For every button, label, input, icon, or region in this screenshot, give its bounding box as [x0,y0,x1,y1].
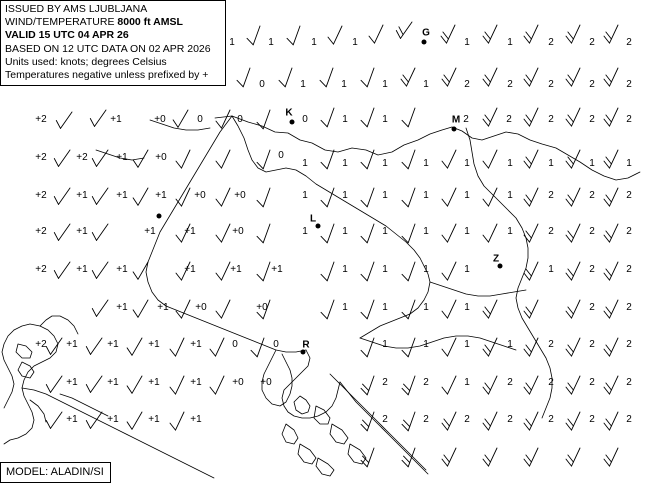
wind-barb-icon [56,112,72,128]
temperature-label: 1 [300,79,306,90]
temperature-label: 1 [423,158,429,169]
temperature-label: 1 [423,226,429,237]
city-label: Z [492,253,500,265]
temperature-label: +1 [148,339,160,350]
temperature-label: 1 [302,190,308,201]
temperature-label: +2 [35,114,47,125]
temperature-label: 2 [548,339,554,350]
temperature-label: 1 [423,302,429,313]
temperature-label: 1 [423,190,429,201]
temperature-label: 1 [548,264,554,275]
wind-barb-icon [524,25,538,43]
wind-barb-icon [287,26,300,45]
wind-barb-icon [442,376,456,394]
temperature-label: +1 [66,339,78,350]
temperature-label: +1 [66,414,78,425]
temperature-label: +1 [155,190,167,201]
wind-barb-icon [524,68,538,86]
wind-barb-icon [524,150,538,168]
header-temp-note: Temperatures negative unless prefixed by + [5,69,209,82]
wind-barb-icon [170,412,184,430]
temperature-label: 1 [342,226,348,237]
wind-barb-icon [361,262,374,281]
wind-barb-icon [483,300,497,318]
wind-barb-icon [524,108,538,126]
wind-barb-icon [483,412,497,430]
temperature-label: +1 [184,226,196,237]
chart-header [0,0,226,86]
temperature-label: 0 [278,150,284,161]
wind-barb-icon [361,376,374,395]
wind-barb-icon [566,108,580,126]
wind-barb-icon [442,224,456,242]
wind-barb-icon [566,448,580,466]
temperature-label: 1 [311,37,317,48]
wind-barb-icon [237,68,250,87]
wind-barb-icon [483,338,497,356]
wind-barb-icon [92,300,108,316]
temperature-label: +2 [35,226,47,237]
temperature-label: 2 [589,377,595,388]
wind-barb-icon [604,224,618,242]
wind-barb-icon [604,188,618,206]
wind-barb-icon [483,224,497,242]
wind-barb-icon [133,262,148,279]
wind-barb-icon [170,338,184,356]
header-basedon: BASED ON 12 UTC DATA ON 02 APR 2026 [5,42,211,55]
wind-barb-icon [54,150,70,166]
wind-barb-icon [216,110,230,128]
temperature-label: +2 [35,264,47,275]
temperature-label: 2 [589,226,595,237]
temperature-label: +1 [107,377,119,388]
temperature-label: +1 [66,377,78,388]
temperature-label: 2 [589,190,595,201]
temperature-label: 2 [548,226,554,237]
temperature-label: 1 [382,114,388,125]
temperature-label: 2 [626,264,632,275]
temperature-label: +1 [190,414,202,425]
temperature-label: 2 [589,79,595,90]
temperature-label: 2 [626,377,632,388]
wind-barb-icon [247,26,260,45]
wind-barb-icon [321,108,334,127]
wind-barb-icon [604,300,618,318]
temperature-label: +1 [76,264,88,275]
temperature-label: 2 [626,114,632,125]
temperature-label: 1 [507,339,513,350]
temperature-label: 2 [626,190,632,201]
temperature-label: 1 [464,339,470,350]
temperature-label: 1 [423,79,429,90]
wind-barb-icon [402,108,415,127]
temperature-label: +0 [194,190,206,201]
wind-barb-icon [566,224,580,242]
wind-barb-icon [402,150,415,169]
wind-barb-icon [604,150,618,168]
wind-barb-icon [402,412,415,431]
temperature-label: 1 [589,158,595,169]
city-dot-icon [290,120,295,125]
wind-barb-icon [133,300,148,317]
wind-barb-icon [401,68,415,86]
wind-barb-icon [90,110,106,126]
wind-barb-icon [92,262,108,278]
wind-barb-icon [566,150,580,168]
temperature-label: +0 [260,377,272,388]
temperature-label: 2 [589,414,595,425]
station-dot-icon [157,214,162,219]
wind-barb-icon [257,262,270,281]
temperature-label: 1 [507,158,513,169]
wind-barb-icon [328,26,342,44]
wind-barb-icon [483,150,497,168]
wind-barb-icon [524,376,538,394]
wind-barb-icon [46,376,62,392]
temperature-label: 2 [626,339,632,350]
temperature-label: 1 [507,190,513,201]
wind-barb-icon [127,376,142,393]
temperature-label: +1 [184,264,196,275]
wind-barb-icon [604,376,618,394]
wind-barb-icon [442,262,456,280]
temperature-label: 1 [382,226,388,237]
temperature-label: +1 [271,264,283,275]
wind-barb-icon [216,150,230,168]
header-level-prefix: WIND/TEMPERATURE [5,16,118,29]
wind-barb-icon [604,412,618,430]
temperature-label: 2 [548,114,554,125]
wind-barb-icon [402,188,415,207]
wind-barb-icon [524,412,538,430]
temperature-label: +1 [190,339,202,350]
wind-barb-icon [483,376,497,394]
temperature-label: 2 [548,37,554,48]
temperature-label: 1 [342,302,348,313]
wind-barb-icon [524,448,538,466]
temperature-label: 1 [382,158,388,169]
temperature-label: +2 [76,152,88,163]
temperature-label: +0 [155,152,167,163]
temperature-label: 2 [626,414,632,425]
wind-barb-icon [369,25,383,43]
wind-barb-icon [566,300,580,318]
wind-barb-icon [483,68,497,86]
wind-barb-icon [86,338,102,354]
wind-barb-icon [361,224,374,243]
wind-barb-icon [216,300,230,318]
header-level-value: 8000 ft AMSL [117,16,183,29]
model-footer [0,462,111,483]
wind-barb-icon [46,338,62,354]
temperature-label: 1 [507,37,513,48]
temperature-label: 1 [464,377,470,388]
temperature-label: 2 [506,114,512,125]
wind-barb-icon [566,376,580,394]
wind-barb-icon [216,262,230,280]
header-level [5,16,221,29]
temperature-label: +0 [232,377,244,388]
wind-barb-icon [442,448,456,466]
wind-barb-icon [361,300,374,319]
wind-barb-icon [524,188,538,206]
temperature-label: 0 [273,339,279,350]
wind-barb-icon [604,108,618,126]
wind-barb-icon [173,110,188,127]
city-dot-icon [422,40,427,45]
wind-barb-icon [361,188,374,207]
temperature-label: +1 [230,264,242,275]
wind-barb-icon [92,224,108,240]
wind-barb-icon [524,300,538,318]
temperature-label: 1 [302,158,308,169]
temperature-label: +1 [116,264,128,275]
temperature-label: 2 [548,377,554,388]
city-dot-icon [316,224,321,229]
wind-barb-icon [442,150,456,168]
wind-barb-icon [402,376,415,395]
wind-barb-icon [210,376,224,394]
temperature-label: 0 [197,114,203,125]
temperature-label: +0 [256,302,268,313]
wind-barb-icon [361,448,374,467]
wind-barb-icon [483,108,497,126]
temperature-label: +0 [195,302,207,313]
wind-barb-icon [92,150,108,166]
temperature-label: 2 [423,414,429,425]
wind-barb-icon [361,412,374,431]
temperature-label: 2 [463,114,469,125]
wind-barb-icon [566,25,580,43]
city-dot-icon [452,127,457,132]
temperature-label: 1 [341,79,347,90]
temperature-label: 1 [464,190,470,201]
wind-barb-icon [442,68,456,86]
temperature-label: 2 [507,79,513,90]
wind-barb-icon [442,338,456,356]
wind-barb-icon [86,376,102,392]
temperature-label: 1 [382,190,388,201]
city-label: G [422,27,430,39]
wind-barb-icon [176,188,190,206]
wind-barb-icon [566,412,580,430]
temperature-label: 1 [507,226,513,237]
temperature-label: 2 [382,414,388,425]
temperature-label: 1 [342,264,348,275]
wind-barb-icon [54,188,70,204]
wind-barb-icon [396,22,412,38]
wind-barb-icon [320,68,333,87]
temperature-label: 2 [548,79,554,90]
wind-barb-icon [257,188,270,207]
wind-barb-icon [321,300,334,319]
wind-barb-icon [566,262,580,280]
wind-barb-icon [170,376,184,394]
temperature-label: +1 [116,190,128,201]
wind-barb-icon [361,68,374,87]
wind-barb-icon [176,150,190,168]
temperature-label: 1 [464,37,470,48]
temperature-label: 1 [464,158,470,169]
temperature-label: +2 [35,339,47,350]
temperature-label: 0 [259,79,265,90]
wind-barb-icon [216,224,230,242]
temperature-label: 1 [342,190,348,201]
temperature-label: 2 [626,302,632,313]
temperature-label: 1 [464,264,470,275]
wind-barb-icon [54,224,70,240]
wind-barb-icon [361,108,374,127]
temperature-label: 1 [342,158,348,169]
temperature-label: +1 [190,377,202,388]
wind-barb-icon [483,448,497,466]
temperature-label: 2 [589,339,595,350]
temperature-label: 1 [464,226,470,237]
temperature-label: 1 [229,37,235,48]
wind-barb-layer [46,22,618,467]
wind-barb-icon [133,188,148,205]
wind-barb-icon [92,188,108,204]
temperature-label: 1 [382,79,388,90]
wind-barb-icon [604,448,618,466]
wind-barb-icon [176,300,190,318]
temperature-label: +1 [107,414,119,425]
temperature-label: +0 [232,226,244,237]
wind-barb-icon [402,262,415,281]
wind-barb-icon [566,338,580,356]
temperature-label: 1 [423,339,429,350]
temperature-label: 0 [232,339,238,350]
city-label: K [285,107,293,119]
temperature-label: +1 [157,302,169,313]
wind-barb-icon [257,224,270,243]
temperature-label: 1 [342,114,348,125]
header-issuer: ISSUED BY AMS LJUBLJANA [5,3,148,15]
temperature-label: 0 [302,114,308,125]
temperature-label: +0 [154,114,166,125]
wind-barb-icon [442,188,456,206]
temperature-label: +1 [116,152,128,163]
temperature-label: +2 [35,152,47,163]
temperature-label: +0 [234,190,246,201]
temperature-label: 2 [507,414,513,425]
temperature-label: 2 [589,37,595,48]
temperature-label: 2 [626,37,632,48]
model-label: MODEL: ALADIN/SI [6,466,104,478]
temperature-label: 2 [589,114,595,125]
temperature-label: 2 [382,377,388,388]
wind-barb-icon [257,150,270,169]
city-label: M [451,114,461,126]
wind-barb-icon [604,68,618,86]
temperature-label: +1 [148,377,160,388]
temperature-label: +1 [76,190,88,201]
wind-barb-icon [604,338,618,356]
temperature-label: 1 [382,264,388,275]
temperature-label: 2 [548,190,554,201]
wind-barb-icon [566,68,580,86]
wind-barb-icon [524,262,538,280]
temperature-label: +1 [144,226,156,237]
temperature-label: 1 [302,226,308,237]
city-label: L [309,213,317,225]
wind-barb-icon [321,224,334,243]
temperature-label: 2 [507,377,513,388]
wind-barb-icon [86,412,102,428]
temperature-label: +1 [116,302,128,313]
temperature-label: 1 [423,264,429,275]
wind-barb-icon [604,262,618,280]
temperature-label: 1 [268,37,274,48]
temperature-label: +1 [76,226,88,237]
wind-barb-icon [566,188,580,206]
wind-barb-icon [321,262,334,281]
temperature-label: 1 [548,158,554,169]
city-label: R [302,339,310,351]
wind-barb-icon [127,412,142,429]
temperature-label: 2 [548,414,554,425]
temperature-label: 0 [237,114,243,125]
temperature-label: 1 [352,37,358,48]
wind-barb-icon [321,150,334,169]
temperature-label: 1 [382,302,388,313]
wind-barb-icon [442,300,456,318]
wind-barb-icon [127,338,142,355]
temperature-label: 2 [589,302,595,313]
temperature-label: +1 [107,339,119,350]
temperature-label: 1 [382,339,388,350]
wind-barb-icon [54,262,70,278]
temperature-label: +1 [148,414,160,425]
wind-barb-icon [46,412,62,428]
wind-barb-icon [483,25,497,43]
temperature-label: 2 [589,264,595,275]
temperature-label: +1 [110,114,122,125]
wind-barb-icon [210,338,224,356]
temperature-label: 2 [423,377,429,388]
header-units: Units used: knots; degrees Celsius [5,55,167,68]
wind-barb-icon [257,110,270,129]
wind-barb-icon [402,300,415,319]
coastline-layer [2,116,640,478]
temperature-label: 2 [464,414,470,425]
temperature-label: 2 [464,79,470,90]
temperature-label: 1 [626,158,632,169]
temperature-label: 1 [464,302,470,313]
wind-barb-icon [441,25,455,43]
temperature-label: +2 [35,190,47,201]
header-valid: VALID 15 UTC 04 APR 26 [5,29,129,42]
wind-barb-icon [216,188,230,206]
wind-barb-icon [442,412,456,430]
wind-barb-icon [279,68,292,87]
temperature-label: 2 [626,226,632,237]
temperature-label: 2 [626,79,632,90]
wind-barb-icon [604,25,618,43]
